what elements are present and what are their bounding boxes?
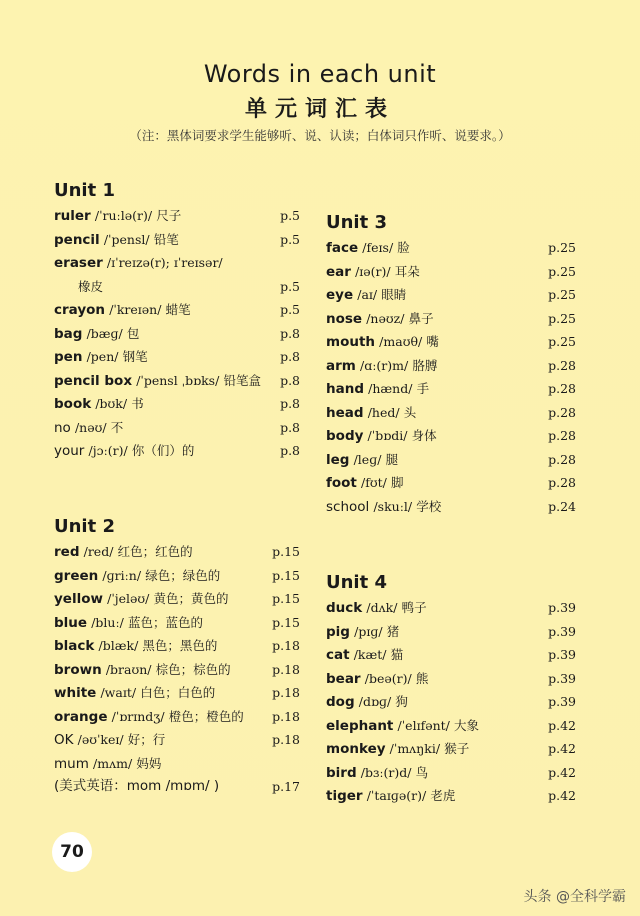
vocab-meaning: 身体 [411,428,437,443]
vocab-row [54,345,300,369]
vocab-meaning: 鸭子 [401,600,427,615]
vocab-word: crayon [54,302,106,318]
vocab-meaning: 不 [110,419,124,435]
vocab-page-ref: p.25 [548,310,576,326]
vocab-meaning: 猴子 [444,741,470,756]
vocab-row [326,690,576,714]
vocab-meaning: 你（们）的 [131,443,195,458]
vocab-row [326,784,576,808]
vocab-word: pencil [54,231,100,248]
vocab-row [326,377,576,401]
vocab-pronunciation: /bɜː(r)d/ [360,764,412,780]
vocab-row [326,620,576,644]
vocab-word: arm [326,357,356,374]
vocab-meaning: 铅笔盒 [223,372,261,388]
unit-4-section [326,570,576,808]
vocab-word: mum [54,755,89,772]
vocab-meaning: 钢笔 [122,349,148,364]
vocab-pronunciation: /nəʊ/ [74,419,107,435]
vocab-pronunciation: /pɪɡ/ [354,623,383,639]
vocab-meaning: 猫 [390,647,404,662]
vocab-pronunciation: /waɪt/ [100,685,137,700]
page-number: 70 [52,832,92,872]
vocab-meaning: 狗 [395,694,408,709]
vocab-meaning: 耳朵 [394,263,420,279]
vocab-word: no [54,419,71,436]
vocab-row [326,714,576,738]
vocab-row [54,204,300,228]
vocab-pronunciation: /ˈjeləʊ/ [107,591,150,606]
unit-heading: Unit 2 [54,516,115,537]
vocab-row [326,495,576,519]
vocab-page-ref: p.8 [280,419,300,435]
vocab-row [326,260,576,284]
vocab-page-ref: p.5 [280,302,300,317]
unit-word-list [326,596,576,808]
vocab-word: blue [54,614,88,631]
vocab-pronunciation: /jɔː(r)/ [88,443,128,458]
vocab-page-ref: p.39 [548,694,576,709]
vocab-meaning: 眼睛 [381,287,407,302]
vocab-row [326,643,576,667]
vocab-word: (美式英语：mom /mɒm/ ) [54,778,220,794]
vocab-row [54,775,300,799]
vocab-pronunciation: /red/ [83,544,114,559]
vocab-pronunciation: /hed/ [367,404,400,420]
vocab-row [54,439,300,463]
vocab-meaning: 好；行 [127,732,166,747]
vocab-meaning: 老虎 [430,788,456,803]
vocab-pronunciation: /əʊˈkeɪ/ [77,732,124,747]
vocab-word: yellow [54,591,103,607]
vocab-pronunciation: /nəʊz/ [366,310,405,326]
vocab-page-ref: p.15 [272,544,300,559]
vocab-page-ref: p.42 [548,788,576,803]
vocab-meaning: 猪 [386,623,400,639]
vocab-meaning: 蓝色；蓝色的 [128,614,204,630]
vocab-word: pen [54,349,83,365]
vocab-word: monkey [326,741,386,757]
vocab-pronunciation: /ˈɒrɪndʒ/ [111,708,165,724]
vocab-page-ref: p.5 [280,231,300,247]
vocab-page-ref: p.8 [280,443,300,458]
vocab-page-ref: p.18 [272,661,300,677]
vocab-page-ref: p.25 [548,334,576,349]
vocab-pronunciation: /beə(r)/ [364,670,412,686]
vocab-row [54,369,300,393]
vocab-row [54,658,300,682]
vocab-meaning: 手 [416,381,430,396]
vocab-pronunciation: /dɒɡ/ [358,694,392,709]
vocab-word: pig [326,623,350,640]
vocab-pronunciation: /mʌm/ [93,755,133,771]
vocab-pronunciation: /aɪ/ [357,287,378,302]
vocab-row [54,752,300,776]
vocab-meaning: 橡皮 [78,278,104,294]
vocab-meaning: 腿 [385,451,399,467]
vocab-page-ref: p.15 [272,591,300,606]
vocab-word: bird [326,764,357,781]
vocab-row [54,564,300,588]
vocab-meaning: 书 [131,396,144,411]
vocab-pronunciation: /ɪə(r)/ [355,263,391,279]
vocab-pronunciation: /ɑː(r)m/ [359,357,409,373]
vocab-page-ref: p.28 [548,381,576,396]
vocab-pronunciation: /ɪˈreɪzə(r); ɪˈreɪsər/ [106,255,223,270]
vocab-word: book [54,396,92,412]
unit-word-list [54,540,300,799]
page-subtitle: 单元词汇表 [244,96,395,122]
vocab-page-ref: p.15 [272,567,300,583]
vocab-word: orange [54,708,108,725]
vocab-pronunciation: /blæk/ [98,638,139,653]
vocab-word: eye [326,287,354,303]
vocab-pronunciation: /ˈruːlə(r)/ [94,208,153,223]
vocab-pronunciation: /ˈkreɪən/ [109,302,162,317]
vocab-page-ref: p.42 [548,764,576,780]
vocab-pronunciation: /bæɡ/ [86,325,123,341]
vocab-row [326,236,576,260]
vocab-pronunciation: /ˈmʌŋki/ [389,741,441,756]
page-note: （注：黑体词要求学生能够听、说、认读；白体词只作听、说要求。） [129,128,511,143]
vocab-word: bear [326,670,361,687]
vocab-word: foot [326,475,357,491]
vocab-pronunciation: /leɡ/ [353,451,382,467]
vocab-pronunciation: /fʊt/ [361,475,387,490]
vocab-meaning: 橙色；橙色的 [168,708,244,724]
vocab-row [54,251,300,298]
vocab-meaning: 白色；白色的 [140,685,216,700]
vocab-meaning: 尺子 [156,208,182,223]
vocab-row [326,354,576,378]
vocab-row [54,416,300,440]
vocab-page-ref: p.24 [548,498,576,514]
vocab-meaning: 红色；红色的 [117,544,193,559]
vocab-pronunciation: /bluː/ [91,614,124,630]
vocab-meaning: 黄色；黄色的 [153,591,229,606]
vocab-meaning: 脸 [397,240,410,255]
vocab-pronunciation: /kæt/ [353,647,387,662]
vocab-pronunciation: /feɪs/ [362,240,394,255]
vocab-row [326,737,576,761]
vocab-pronunciation: /ɡriːn/ [102,567,142,583]
vocab-pronunciation: /ˈbɒdi/ [367,428,408,443]
vocab-meaning: 胳膊 [412,357,438,373]
vocab-meaning: 头 [403,404,417,420]
vocab-pronunciation: /hænd/ [368,381,413,396]
vocab-pronunciation: /skuːl/ [373,498,413,514]
vocab-page-ref: p.39 [548,670,576,686]
vocab-meaning: 绿色；绿色的 [145,567,221,583]
vocab-row [326,307,576,331]
vocab-page-ref: p.18 [272,732,300,747]
vocab-word: dog [326,694,355,710]
vocab-page-ref: p.5 [280,208,300,223]
vocab-row [326,283,576,307]
vocab-word: mouth [326,334,376,350]
vocab-meaning: 妈妈 [136,755,162,771]
vocab-meaning: 学校 [416,498,442,514]
vocab-meaning: 熊 [415,670,429,686]
vocab-word: duck [326,600,363,616]
vocab-word: green [54,567,99,584]
vocab-pronunciation: /braʊn/ [105,661,152,677]
vocab-meaning: 鸟 [415,764,429,780]
vocab-row [54,728,300,752]
vocab-page-ref: p.42 [548,741,576,756]
vocab-word: leg [326,451,350,468]
vocab-page-ref: p.8 [280,396,300,411]
vocab-word: tiger [326,788,363,804]
vocab-page-ref: p.39 [548,600,576,615]
vocab-row [326,330,576,354]
vocab-page-ref: p.28 [548,451,576,467]
vocab-row [326,424,576,448]
vocab-pronunciation: /ˈpensl/ [103,231,150,247]
vocab-row [326,401,576,425]
vocab-row [326,448,576,472]
unit-3-section [326,210,576,518]
vocab-page-ref: p.42 [548,717,576,733]
vocab-row [326,667,576,691]
vocab-page-ref: p.25 [548,240,576,255]
vocab-row [54,540,300,564]
vocab-meaning: 蜡笔 [165,302,191,317]
watermark: 头条 @全科学霸 [523,889,626,905]
unit-word-list [326,236,576,518]
vocab-page-ref: p.28 [548,357,576,373]
vocab-page-ref: p.18 [272,638,300,653]
vocab-meaning: 大象 [454,717,480,733]
vocab-word: white [54,685,97,701]
unit-heading: Unit 3 [326,212,387,233]
vocab-meaning: 嘴 [426,334,439,349]
unit-2-section [54,514,300,799]
vocab-page-ref: p.18 [272,685,300,700]
vocab-row [326,761,576,785]
vocab-row [326,596,576,620]
vocab-page-ref: p.8 [280,349,300,364]
vocab-meaning: 黑色；黑色的 [142,638,218,653]
vocab-meaning: 棕色；棕色的 [155,661,231,677]
vocab-meaning: 鼻子 [408,310,434,326]
vocab-page-ref: p.28 [548,475,576,490]
vocab-page-ref: p.39 [548,623,576,639]
vocab-pronunciation: /dʌk/ [366,600,398,615]
vocab-pronunciation: /ˈpensl ˌbɒks/ [136,372,220,388]
vocab-row [54,611,300,635]
vocab-page-ref: p.8 [280,325,300,341]
vocab-word: bag [54,325,83,342]
vocab-pronunciation: /maʊθ/ [379,334,423,349]
vocab-meaning: 包 [126,325,140,341]
vocab-row [54,634,300,658]
vocab-row [54,298,300,322]
vocab-word: eraser [54,255,103,271]
vocab-row [54,228,300,252]
vocab-word: cat [326,647,350,663]
vocab-word: body [326,428,364,444]
unit-heading: Unit 4 [326,572,387,593]
vocab-row [54,705,300,729]
page-title: Words in each unit [203,60,437,88]
vocab-row [326,471,576,495]
vocab-row [54,392,300,416]
vocab-pronunciation: /ˈelɪfənt/ [397,717,450,733]
vocab-pronunciation: /pen/ [86,349,119,364]
unit-heading: Unit 1 [54,180,115,201]
vocab-row [54,587,300,611]
vocab-page-ref: p.28 [548,428,576,443]
vocab-word: face [326,240,359,256]
vocab-row [54,322,300,346]
vocab-page-ref: p.5 [280,278,300,294]
vocab-pronunciation: /bʊk/ [95,396,128,411]
vocab-page-ref: p.18 [272,708,300,724]
vocab-word: brown [54,661,102,678]
vocab-page-ref: p.17 [272,779,300,794]
unit-1-section [54,178,300,463]
vocab-word: black [54,638,95,654]
vocab-meaning: 脚 [391,475,404,490]
vocab-page-ref: p.25 [548,263,576,279]
vocab-word: school [326,498,370,515]
vocab-page-ref: p.15 [272,614,300,630]
vocab-pronunciation: /ˈtaɪɡə(r)/ [366,788,427,803]
vocab-word: your [54,443,85,459]
vocab-word: hand [326,381,364,397]
vocab-word: ruler [54,208,91,224]
vocab-row [54,681,300,705]
vocab-page-ref: p.8 [280,372,300,388]
vocab-word: nose [326,310,363,327]
vocab-word: head [326,404,364,421]
vocab-meaning: 铅笔 [153,231,179,247]
vocab-word: red [54,544,80,560]
vocab-page-ref: p.25 [548,287,576,302]
vocab-page-ref: p.39 [548,647,576,662]
vocab-word: elephant [326,717,394,734]
vocab-word: OK [54,732,74,748]
unit-word-list [54,204,300,463]
vocab-page-ref: p.28 [548,404,576,420]
vocab-word: ear [326,263,351,280]
vocab-word: pencil box [54,372,133,389]
